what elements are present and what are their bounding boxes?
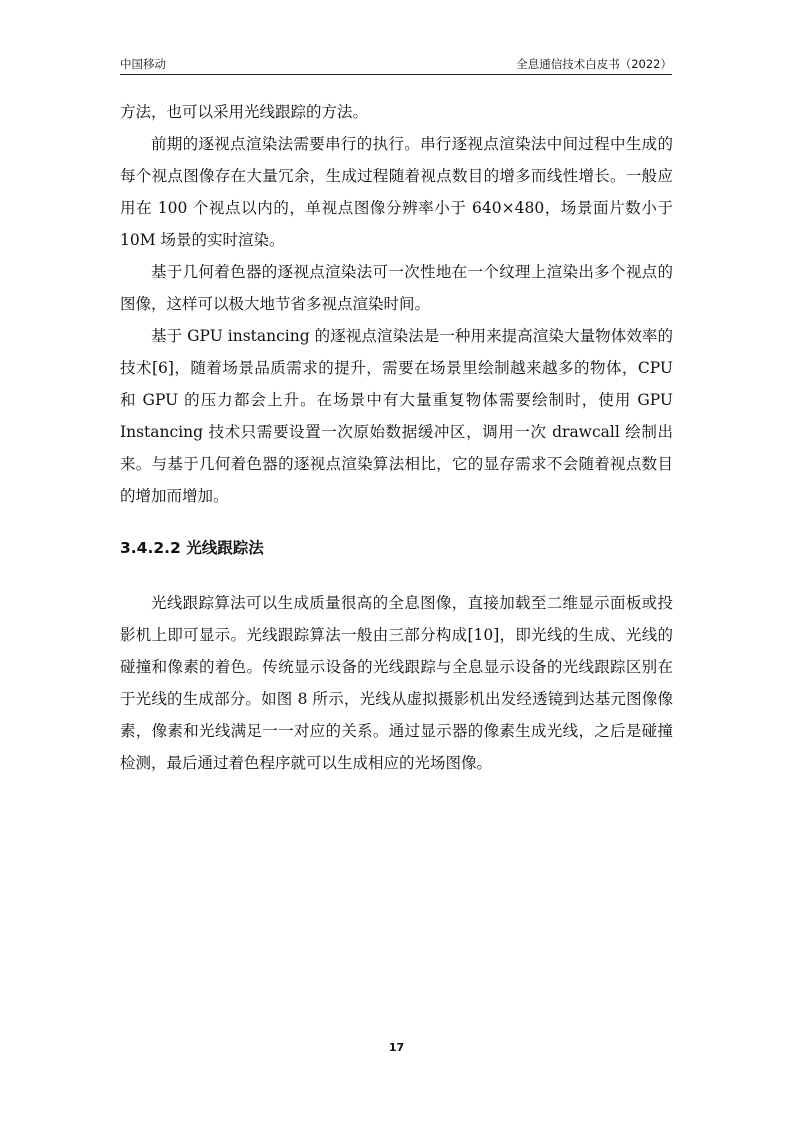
paragraph-ray-tracing: 光线跟踪算法可以生成质量很高的全息图像，直接加载至二维显示面板或投影机上即可显示。光线跟踪算法一般由三部分构成[10]，即光线的生成、光线的碰撞和像素的着色。传统显示设备的光线跟踪与全息显示设备的光线跟踪区别在于光线的生成部分。如图 8 所示，光线从虚拟摄影机出发经透镜到达基元图像像素，像素和光线满足一一对应的关系。通过显示器的像素生成光线，之后是碰撞检测，最后通过着色程序就可以生成相应的光场图像。: [120, 594, 673, 772]
paragraph-gpu-instancing: 基于 GPU instancing 的逐视点渲染法是一种用来提高渲染大量物体效率的技术[6]，随着场景品质需求的提升，需要在场景里绘制越来越多的物体，CPU 和 GPU 的压力都会上升。在场景中有大量重复物体需要绘制时，使用 GPU Instancing 技术只需要设置一次原始数据缓冲区，调用一次 drawcall 绘制出来。与基于几何着色器的逐视点渲染算法相比，它的显存需求不会随着视点数目的增加而增加。: [120, 327, 673, 505]
section-heading: 3.4.2.2 光线跟踪法: [120, 539, 264, 557]
paragraph-continued: 方法，也可以采用光线跟踪的方法。: [120, 103, 369, 121]
page-body: [120, 96, 673, 779]
page-number: 17: [388, 1041, 405, 1054]
page-header: [120, 54, 672, 75]
paragraph-serial-rendering: 前期的逐视点渲染法需要串行的执行。串行逐视点渲染法中间过程中生成的每个视点图像存在大量冗余，生成过程随着视点数目的增多而线性增长。一般应用在 100 个视点以内的，单视点图像分辨率小于 640×480，场景面片数小于 10M 场景的实时渲染。: [120, 135, 673, 249]
paragraph-geometry-shader: 基于几何着色器的逐视点渲染法可一次性地在一个纹理上渲染出多个视点的图像，这样可以极大地节省多视点渲染时间。: [120, 263, 673, 313]
header-organization: 中国移动: [120, 57, 166, 71]
header-document-title: 全息通信技术白皮书（2022）: [516, 57, 672, 71]
